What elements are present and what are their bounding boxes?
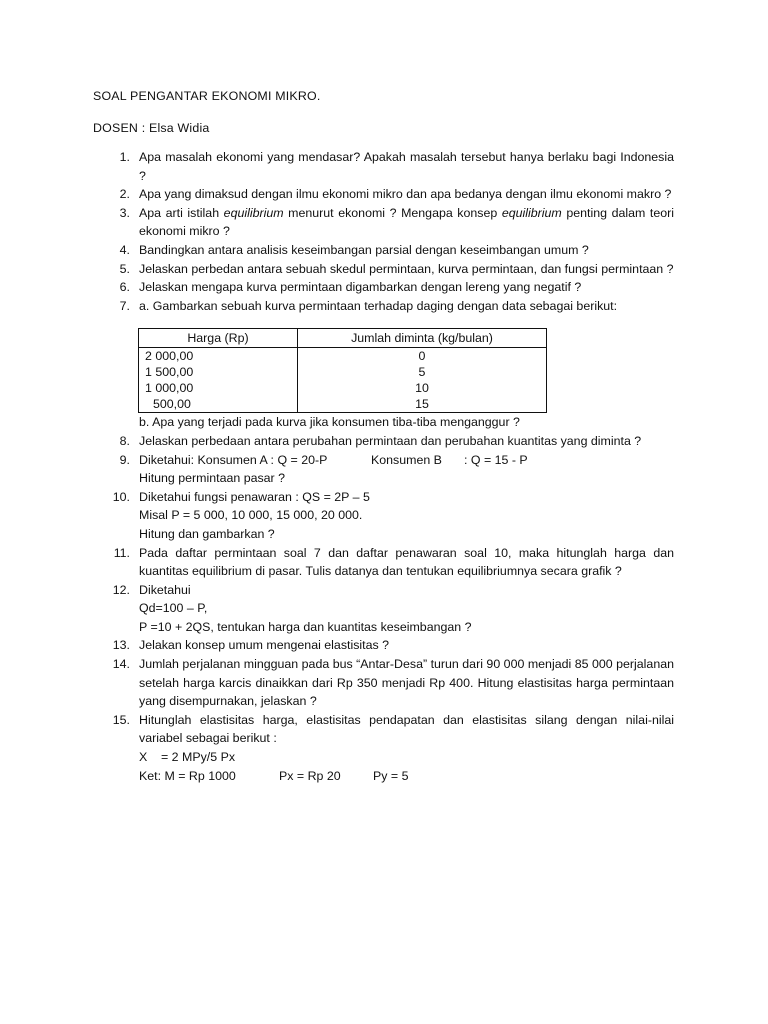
- question-line-1: Diketahui fungsi penawaran : QS = 2P – 5: [139, 489, 370, 504]
- table-cell-quantity: 10: [298, 380, 547, 396]
- formula-line: [139, 748, 674, 767]
- question-text-a: a. Gambarkan sebuah kurva permintaan terhadap daging dengan data sebagai berikut:: [139, 298, 618, 313]
- question-text: Apa yang dimaksud dengan ilmu ekonomi mikro dan apa bedanya dengan ilmu ekonomi makro ?: [139, 187, 672, 202]
- text-segment: menurut ekonomi ? Mengapa konsep: [283, 205, 502, 220]
- question-text: Bandingkan antara analisis keseimbangan parsial dengan keseimbangan umum ?: [139, 242, 589, 257]
- demand-table: [138, 328, 547, 413]
- question-line-2: Hitung permintaan pasar ?: [139, 471, 286, 486]
- question-10: [108, 488, 674, 544]
- formula-expression: = 2 MPy/5 Px: [161, 750, 236, 765]
- table-row: [139, 348, 547, 365]
- question-text: Pada daftar permintaan soal 7 dan daftar penawaran soal 10, maka hitunglah harga dan kuantitas equilibrium di pasar. Tulis datanya dan tentukan equilibriumnya secara grafik ?: [139, 545, 674, 579]
- question-line-1: [139, 451, 674, 470]
- table-cell-price: 1 000,00: [139, 380, 298, 396]
- question-number: 3.: [119, 205, 130, 220]
- question-line-3: P =10 + 2QS, tentukan harga dan kuantitas keseimbangan ?: [139, 619, 472, 634]
- given-px: Px = Rp 20: [279, 768, 341, 783]
- question-1: [108, 148, 674, 185]
- question-text: [139, 204, 674, 241]
- question-text: Jelaskan perbedaan antara perubahan permintaan dan perubahan kuantitas yang diminta ?: [139, 433, 642, 448]
- table-row: [139, 396, 547, 413]
- question-number: 7.: [119, 298, 130, 313]
- question-number: 8.: [119, 433, 130, 448]
- lecturer-line: DOSEN : Elsa Widia: [93, 121, 210, 135]
- question-8: [108, 432, 674, 451]
- text-segment: penting dalam teori ekonomi mikro ?: [139, 205, 674, 239]
- question-text: Hitunglah elastisitas harga, elastisitas pendapatan dan elastisitas silang dengan nilai-nilai variabel sebagai berikut :: [139, 712, 674, 746]
- question-line-3: Hitung dan gambarkan ?: [139, 526, 275, 541]
- italic-term: equilibrium: [501, 205, 562, 220]
- question-number: 1.: [119, 150, 130, 164]
- table-cell-quantity: 0: [298, 348, 547, 365]
- question-line-1: Diketahui: [139, 582, 191, 597]
- question-5: [108, 260, 674, 279]
- table-row: [139, 380, 547, 396]
- question-6: [108, 278, 674, 297]
- question-list: [108, 148, 674, 785]
- given-values-line: [139, 767, 674, 786]
- question-15: [108, 711, 674, 785]
- table-cell-quantity: 5: [298, 364, 547, 380]
- question-number: 12.: [112, 582, 130, 597]
- question-number: 14.: [112, 657, 130, 672]
- question-14: [108, 655, 674, 711]
- question-number: 13.: [112, 638, 130, 653]
- table-header-row: [139, 329, 547, 348]
- question-number: 10.: [112, 489, 130, 504]
- question-text-b: b. Apa yang terjadi pada kurva jika konsumen tiba-tiba menganggur ?: [139, 415, 520, 430]
- document-title: SOAL PENGANTAR EKONOMI MIKRO.: [93, 89, 321, 103]
- question-3: [108, 204, 674, 241]
- given-py: Py = 5: [373, 768, 409, 783]
- question-number: 15.: [112, 712, 130, 727]
- question-13: [108, 636, 674, 655]
- question-12: [108, 581, 674, 637]
- given-m: Ket: M = Rp 1000: [139, 768, 236, 783]
- question-text: Jelaskan perbedan antara sebuah skedul permintaan, kurva permintaan, dan fungsi permintaan ?: [139, 261, 674, 276]
- table-cell-price: 1 500,00: [139, 364, 298, 380]
- question-number: 6.: [119, 280, 130, 295]
- table-row: [139, 364, 547, 380]
- question-11: [108, 544, 674, 581]
- question-text: Jumlah perjalanan mingguan pada bus “Antar-Desa” turun dari 90 000 menjadi 85 000 perjalanan setelah harga karcis dinaikkan dari Rp 350 menjadi Rp 400. Hitung elastisitas harga permintaan yang disempurnakan, jelaskan ?: [139, 657, 674, 709]
- consumer-b-function: : Q = 15 - P: [464, 452, 528, 467]
- question-line-2: Misal P = 5 000, 10 000, 15 000, 20 000.: [139, 508, 363, 523]
- question-number: 2.: [119, 187, 130, 202]
- text-segment: Apa arti istilah: [139, 205, 224, 220]
- question-line-2: Qd=100 – P,: [139, 601, 208, 616]
- table-cell-price: 500,00: [139, 396, 298, 413]
- formula-var: X: [139, 750, 148, 765]
- consumer-b-label: Konsumen B: [371, 452, 442, 467]
- table-header-price: Harga (Rp): [139, 329, 298, 348]
- question-number: 4.: [119, 242, 130, 257]
- table-cell-price: 2 000,00: [139, 348, 298, 365]
- question-number: 5.: [119, 261, 130, 276]
- question-text: Jelaskan mengapa kurva permintaan digambarkan dengan lereng yang negatif ?: [139, 280, 582, 295]
- question-number: 9.: [119, 452, 130, 467]
- italic-term: equilibrium: [223, 205, 284, 220]
- question-7: [108, 297, 674, 432]
- consumer-a: Diketahui: Konsumen A : Q = 20-P: [139, 452, 328, 467]
- question-text: Jelakan konsep umum mengenai elastisitas ?: [139, 638, 390, 653]
- question-9: [108, 451, 674, 488]
- table-header-quantity: Jumlah diminta (kg/bulan): [298, 329, 547, 348]
- table-cell-quantity: 15: [298, 396, 547, 413]
- question-4: [108, 241, 674, 260]
- question-text: Apa masalah ekonomi yang mendasar? Apakah masalah tersebut hanya berlaku bagi Indonesia ?: [139, 150, 674, 183]
- question-2: [108, 185, 674, 204]
- question-number: 11.: [113, 545, 130, 560]
